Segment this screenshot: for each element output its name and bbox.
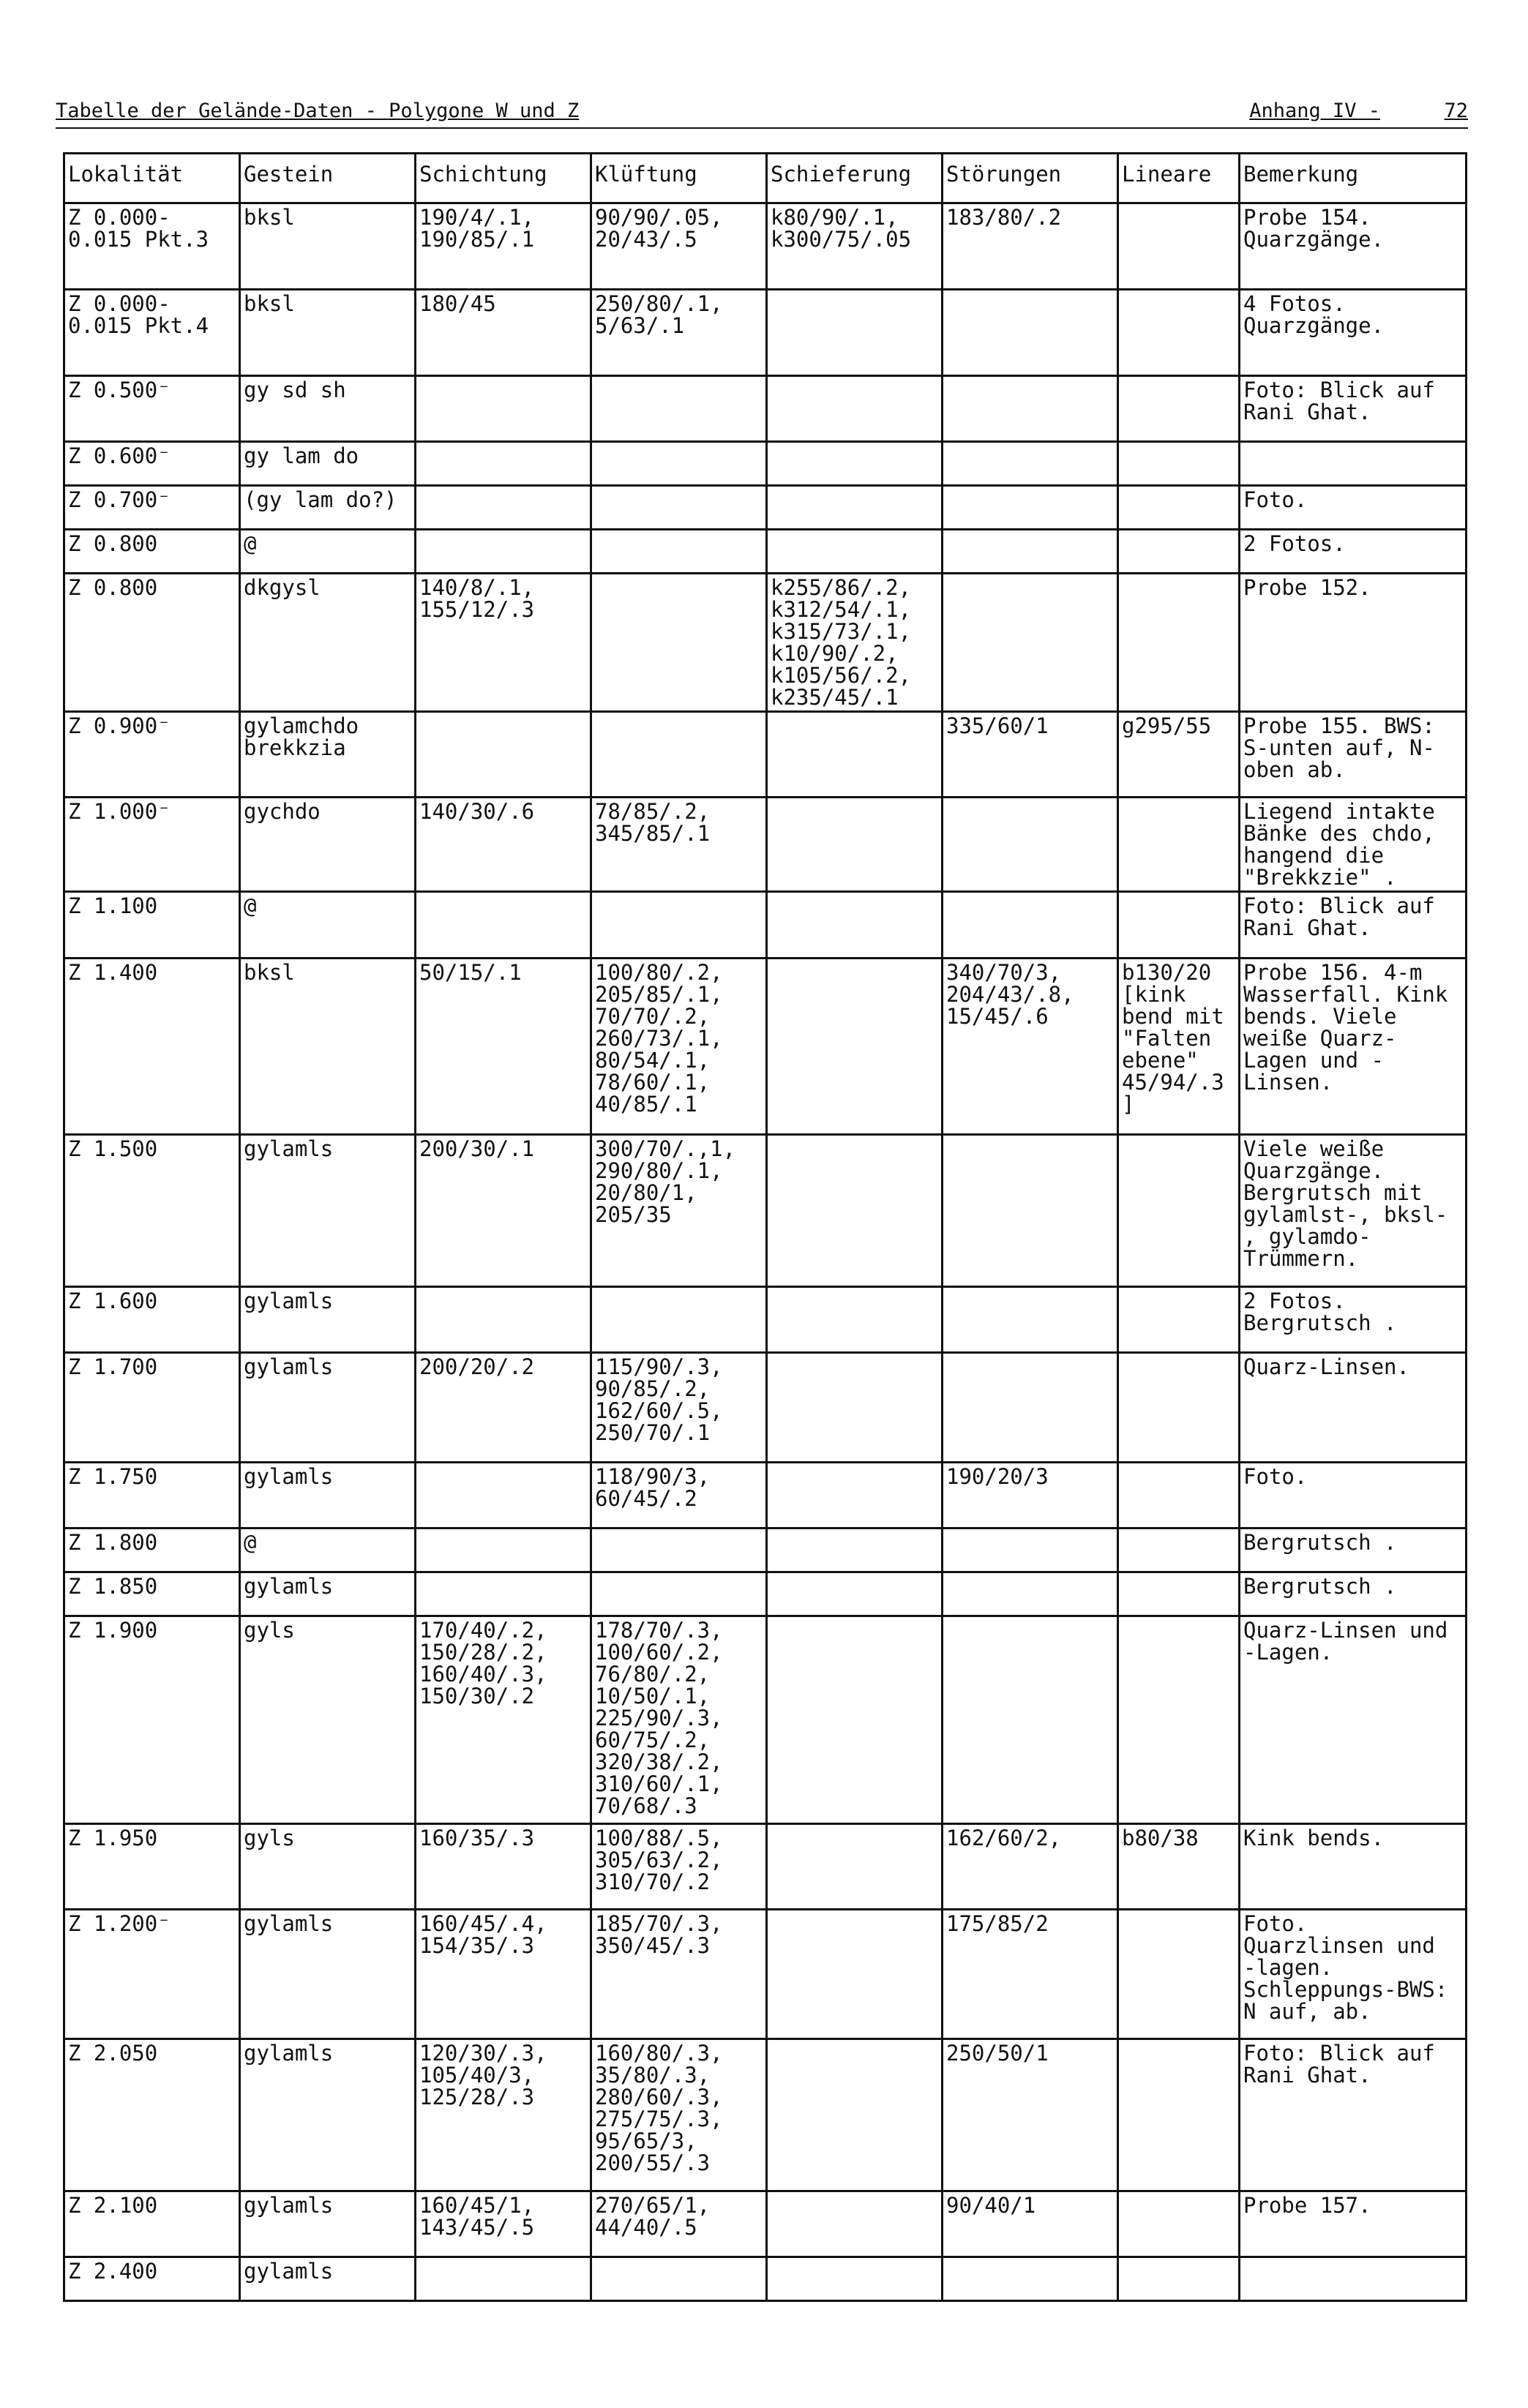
cell-gestein: gylamls xyxy=(240,2257,416,2301)
cell-klueftung xyxy=(591,2257,767,2301)
cell-klueftung xyxy=(591,892,767,959)
cell-lokalitaet: Z 1.400 xyxy=(64,959,240,1135)
cell-schieferung xyxy=(767,1529,943,1572)
cell-schichtung xyxy=(416,1572,591,1616)
cell-schieferung xyxy=(767,959,943,1135)
cell-klueftung xyxy=(591,376,767,442)
cell-lineare xyxy=(1118,1463,1240,1529)
cell-stoerungen xyxy=(943,290,1118,376)
cell-schichtung: 50/15/.1 xyxy=(416,959,591,1135)
cell-schieferung xyxy=(767,2191,943,2257)
cell-lokalitaet: Z 0.800 xyxy=(64,574,240,712)
cell-lineare xyxy=(1118,2191,1240,2257)
cell-schieferung xyxy=(767,530,943,574)
table-body xyxy=(64,203,1467,2301)
cell-schichtung xyxy=(416,442,591,486)
cell-lineare xyxy=(1118,376,1240,442)
table-row xyxy=(64,486,1467,530)
cell-lokalitaet: Z 1.850 xyxy=(64,1572,240,1616)
cell-klueftung xyxy=(591,574,767,712)
cell-lineare xyxy=(1118,1572,1240,1616)
cell-lokalitaet: Z 1.600 xyxy=(64,1287,240,1353)
cell-bemerkung: Foto: Blick auf Rani Ghat. xyxy=(1240,376,1467,442)
cell-schichtung: 120/30/.3, 105/40/3, 125/28/.3 xyxy=(416,2039,591,2191)
cell-schichtung: 200/20/.2 xyxy=(416,1353,591,1463)
cell-bemerkung: Liegend intakte Bänke des chdo, hangend die "Brekkzie" . xyxy=(1240,798,1467,892)
cell-schichtung xyxy=(416,1287,591,1353)
cell-bemerkung: Quarz-Linsen. xyxy=(1240,1353,1467,1463)
cell-lokalitaet: Z 0.900⁻ xyxy=(64,712,240,798)
cell-bemerkung: 4 Fotos. Quarzgänge. xyxy=(1240,290,1467,376)
cell-klueftung: 90/90/.05, 20/43/.5 xyxy=(591,203,767,290)
cell-bemerkung: Foto: Blick auf Rani Ghat. xyxy=(1240,892,1467,959)
cell-klueftung: 185/70/.3, 350/45/.3 xyxy=(591,1910,767,2039)
cell-gestein: gyls xyxy=(240,1616,416,1824)
cell-schichtung: 180/45 xyxy=(416,290,591,376)
table-row xyxy=(64,712,1467,798)
cell-lokalitaet: Z 2.100 xyxy=(64,2191,240,2257)
cell-stoerungen xyxy=(943,1135,1118,1287)
cell-lokalitaet: Z 1.100 xyxy=(64,892,240,959)
column-header-klueftung: Klüftung xyxy=(591,154,767,203)
cell-schieferung xyxy=(767,376,943,442)
cell-schieferung xyxy=(767,1824,943,1910)
cell-lineare: b130/20 [kink bend mit "Falten ebene" 45/94/.3 ] xyxy=(1118,959,1240,1135)
cell-klueftung xyxy=(591,442,767,486)
cell-stoerungen: 162/60/2, xyxy=(943,1824,1118,1910)
table-row xyxy=(64,1287,1467,1353)
table-row xyxy=(64,1910,1467,2039)
cell-schieferung xyxy=(767,1572,943,1616)
table-row xyxy=(64,574,1467,712)
cell-schieferung: k255/86/.2, k312/54/.1, k315/73/.1, k10/90/.2, k105/56/.2, k235/45/.1 xyxy=(767,574,943,712)
cell-gestein: gylamls xyxy=(240,1572,416,1616)
cell-stoerungen: 183/80/.2 xyxy=(943,203,1118,290)
column-header-gestein: Gestein xyxy=(240,154,416,203)
cell-bemerkung xyxy=(1240,2257,1467,2301)
cell-lineare xyxy=(1118,1135,1240,1287)
cell-schieferung: k80/90/.1, k300/75/.05 xyxy=(767,203,943,290)
table-row xyxy=(64,959,1467,1135)
cell-schichtung xyxy=(416,2257,591,2301)
cell-stoerungen: 175/85/2 xyxy=(943,1910,1118,2039)
cell-klueftung xyxy=(591,712,767,798)
table-row xyxy=(64,1135,1467,1287)
cell-schieferung xyxy=(767,1910,943,2039)
cell-lokalitaet: Z 0.500⁻ xyxy=(64,376,240,442)
cell-stoerungen xyxy=(943,530,1118,574)
table-row xyxy=(64,798,1467,892)
cell-stoerungen xyxy=(943,1353,1118,1463)
cell-lokalitaet: Z 0.000- 0.015 Pkt.3 xyxy=(64,203,240,290)
cell-gestein: gylamls xyxy=(240,1910,416,2039)
table-row xyxy=(64,376,1467,442)
table-row xyxy=(64,290,1467,376)
cell-klueftung: 178/70/.3, 100/60/.2, 76/80/.2, 10/50/.1, 225/90/.3, 60/75/.2, 320/38/.2, 310/60/.1, 70/68/.3 xyxy=(591,1616,767,1824)
cell-schichtung: 200/30/.1 xyxy=(416,1135,591,1287)
cell-klueftung: 100/88/.5, 305/63/.2, 310/70/.2 xyxy=(591,1824,767,1910)
cell-stoerungen xyxy=(943,2257,1118,2301)
column-header-bemerkung: Bemerkung xyxy=(1240,154,1467,203)
cell-gestein: gyls xyxy=(240,1824,416,1910)
cell-gestein: gylamls xyxy=(240,1287,416,1353)
cell-schieferung xyxy=(767,2039,943,2191)
cell-gestein: @ xyxy=(240,892,416,959)
column-header-schieferung: Schieferung xyxy=(767,154,943,203)
cell-lineare xyxy=(1118,1616,1240,1824)
cell-bemerkung: 2 Fotos. xyxy=(1240,530,1467,574)
cell-stoerungen xyxy=(943,892,1118,959)
page-title: Tabelle der Gelände-Daten - Polygone W und Z xyxy=(56,100,580,122)
cell-gestein: bksl xyxy=(240,290,416,376)
cell-schichtung: 160/35/.3 xyxy=(416,1824,591,1910)
cell-schichtung: 160/45/1, 143/45/.5 xyxy=(416,2191,591,2257)
cell-gestein: gylamls xyxy=(240,1463,416,1529)
cell-lineare xyxy=(1118,486,1240,530)
column-header-schichtung: Schichtung xyxy=(416,154,591,203)
cell-lokalitaet: Z 1.750 xyxy=(64,1463,240,1529)
column-header-lineare: Lineare xyxy=(1118,154,1240,203)
cell-bemerkung: Viele weiße Quarzgänge. Bergrutsch mit gylamlst-, bksl- , gylamdo- Trümmern. xyxy=(1240,1135,1467,1287)
cell-schichtung: 140/8/.1, 155/12/.3 xyxy=(416,574,591,712)
page-header xyxy=(56,97,1468,129)
cell-bemerkung: Kink bends. xyxy=(1240,1824,1467,1910)
cell-lineare xyxy=(1118,2039,1240,2191)
cell-klueftung: 78/85/.2, 345/85/.1 xyxy=(591,798,767,892)
cell-klueftung: 160/80/.3, 35/80/.3, 280/60/.3, 275/75/.3, 95/65/3, 200/55/.3 xyxy=(591,2039,767,2191)
cell-schieferung xyxy=(767,1135,943,1287)
cell-gestein: gylamls xyxy=(240,2039,416,2191)
cell-lineare xyxy=(1118,290,1240,376)
cell-bemerkung: Probe 155. BWS: S-unten auf, N- oben ab. xyxy=(1240,712,1467,798)
cell-bemerkung: 2 Fotos. Bergrutsch . xyxy=(1240,1287,1467,1353)
cell-schieferung xyxy=(767,892,943,959)
cell-stoerungen: 335/60/1 xyxy=(943,712,1118,798)
cell-gestein: gylamls xyxy=(240,1353,416,1463)
cell-stoerungen: 340/70/3, 204/43/.8, 15/45/.6 xyxy=(943,959,1118,1135)
cell-klueftung: 300/70/.,1, 290/80/.1, 20/80/1, 205/35 xyxy=(591,1135,767,1287)
cell-lokalitaet: Z 1.950 xyxy=(64,1824,240,1910)
cell-lineare: b80/38 xyxy=(1118,1824,1240,1910)
cell-stoerungen: 90/40/1 xyxy=(943,2191,1118,2257)
table-row xyxy=(64,530,1467,574)
cell-gestein: gylamls xyxy=(240,1135,416,1287)
cell-stoerungen xyxy=(943,1616,1118,1824)
field-data-table xyxy=(63,152,1467,2302)
cell-gestein: gy sd sh xyxy=(240,376,416,442)
cell-klueftung: 115/90/.3, 90/85/.2, 162/60/.5, 250/70/.1 xyxy=(591,1353,767,1463)
column-header-lokalitaet: Lokalität xyxy=(64,154,240,203)
table-row xyxy=(64,1529,1467,1572)
cell-klueftung: 118/90/3, 60/45/.2 xyxy=(591,1463,767,1529)
cell-stoerungen: 250/50/1 xyxy=(943,2039,1118,2191)
cell-lokalitaet: Z 1.800 xyxy=(64,1529,240,1572)
cell-klueftung: 100/80/.2, 205/85/.1, 70/70/.2, 260/73/.1, 80/54/.1, 78/60/.1, 40/85/.1 xyxy=(591,959,767,1135)
cell-lineare: g295/55 xyxy=(1118,712,1240,798)
cell-schichtung xyxy=(416,530,591,574)
cell-schieferung xyxy=(767,1353,943,1463)
cell-bemerkung: Quarz-Linsen und -Lagen. xyxy=(1240,1616,1467,1824)
cell-schieferung xyxy=(767,1616,943,1824)
cell-klueftung xyxy=(591,1572,767,1616)
cell-stoerungen xyxy=(943,574,1118,712)
cell-schichtung xyxy=(416,1529,591,1572)
table-header-row xyxy=(64,154,1467,203)
cell-schieferung xyxy=(767,2257,943,2301)
table-row xyxy=(64,1616,1467,1824)
cell-klueftung: 250/80/.1, 5/63/.1 xyxy=(591,290,767,376)
cell-schichtung: 170/40/.2, 150/28/.2, 160/40/.3, 150/30/.2 xyxy=(416,1616,591,1824)
cell-schichtung: 140/30/.6 xyxy=(416,798,591,892)
cell-klueftung xyxy=(591,486,767,530)
cell-schieferung xyxy=(767,712,943,798)
cell-lokalitaet: Z 1.900 xyxy=(64,1616,240,1824)
cell-bemerkung: Foto. xyxy=(1240,1463,1467,1529)
cell-bemerkung: Foto: Blick auf Rani Ghat. xyxy=(1240,2039,1467,2191)
cell-stoerungen: 190/20/3 xyxy=(943,1463,1118,1529)
cell-stoerungen xyxy=(943,486,1118,530)
cell-gestein: gylamchdo brekkzia xyxy=(240,712,416,798)
table-row xyxy=(64,892,1467,959)
cell-lokalitaet: Z 1.700 xyxy=(64,1353,240,1463)
cell-lokalitaet: Z 0.600⁻ xyxy=(64,442,240,486)
cell-lokalitaet: Z 0.700⁻ xyxy=(64,486,240,530)
cell-schieferung xyxy=(767,290,943,376)
cell-lokalitaet: Z 1.000⁻ xyxy=(64,798,240,892)
cell-gestein: gy lam do xyxy=(240,442,416,486)
cell-stoerungen xyxy=(943,1287,1118,1353)
cell-lineare xyxy=(1118,442,1240,486)
cell-lineare xyxy=(1118,798,1240,892)
page-number: 72 xyxy=(1444,100,1468,122)
table-row xyxy=(64,1824,1467,1910)
table-row xyxy=(64,2191,1467,2257)
cell-gestein: @ xyxy=(240,1529,416,1572)
cell-schieferung xyxy=(767,486,943,530)
cell-bemerkung: Probe 152. xyxy=(1240,574,1467,712)
cell-gestein: gylamls xyxy=(240,2191,416,2257)
cell-bemerkung: Foto. xyxy=(1240,486,1467,530)
cell-lokalitaet: Z 1.200⁻ xyxy=(64,1910,240,2039)
cell-lineare xyxy=(1118,203,1240,290)
cell-lokalitaet: Z 2.400 xyxy=(64,2257,240,2301)
table-row xyxy=(64,1572,1467,1616)
cell-schichtung: 190/4/.1, 190/85/.1 xyxy=(416,203,591,290)
cell-gestein: (gy lam do?) xyxy=(240,486,416,530)
cell-bemerkung: Bergrutsch . xyxy=(1240,1572,1467,1616)
cell-lineare xyxy=(1118,892,1240,959)
column-header-stoerungen: Störungen xyxy=(943,154,1118,203)
cell-schichtung xyxy=(416,712,591,798)
cell-schieferung xyxy=(767,1287,943,1353)
cell-lineare xyxy=(1118,2257,1240,2301)
table-row xyxy=(64,203,1467,290)
cell-lineare xyxy=(1118,1353,1240,1463)
cell-bemerkung: Probe 154. Quarzgänge. xyxy=(1240,203,1467,290)
cell-stoerungen xyxy=(943,442,1118,486)
cell-schichtung xyxy=(416,376,591,442)
cell-schieferung xyxy=(767,1463,943,1529)
cell-klueftung xyxy=(591,1287,767,1353)
cell-schieferung xyxy=(767,798,943,892)
cell-gestein: gychdo xyxy=(240,798,416,892)
cell-gestein: @ xyxy=(240,530,416,574)
cell-gestein: bksl xyxy=(240,959,416,1135)
cell-stoerungen xyxy=(943,1572,1118,1616)
cell-lineare xyxy=(1118,1529,1240,1572)
cell-bemerkung: Probe 156. 4-m Wasserfall. Kink bends. Viele weiße Quarz- Lagen und - Linsen. xyxy=(1240,959,1467,1135)
cell-gestein: dkgysl xyxy=(240,574,416,712)
cell-schichtung xyxy=(416,486,591,530)
cell-bemerkung xyxy=(1240,442,1467,486)
appendix-label: Anhang IV - xyxy=(1249,100,1380,122)
cell-lokalitaet: Z 0.000- 0.015 Pkt.4 xyxy=(64,290,240,376)
cell-lineare xyxy=(1118,1910,1240,2039)
cell-klueftung xyxy=(591,530,767,574)
cell-lineare xyxy=(1118,1287,1240,1353)
cell-lokalitaet: Z 2.050 xyxy=(64,2039,240,2191)
cell-lokalitaet: Z 0.800 xyxy=(64,530,240,574)
table-row xyxy=(64,1463,1467,1529)
cell-stoerungen xyxy=(943,1529,1118,1572)
table-row xyxy=(64,2257,1467,2301)
table-row xyxy=(64,1353,1467,1463)
cell-schichtung xyxy=(416,1463,591,1529)
table-row xyxy=(64,2039,1467,2191)
cell-lokalitaet: Z 1.500 xyxy=(64,1135,240,1287)
cell-klueftung: 270/65/1, 44/40/.5 xyxy=(591,2191,767,2257)
cell-lineare xyxy=(1118,574,1240,712)
cell-stoerungen xyxy=(943,376,1118,442)
cell-schichtung: 160/45/.4, 154/35/.3 xyxy=(416,1910,591,2039)
cell-bemerkung: Bergrutsch . xyxy=(1240,1529,1467,1572)
cell-gestein: bksl xyxy=(240,203,416,290)
cell-lineare xyxy=(1118,530,1240,574)
cell-schieferung xyxy=(767,442,943,486)
cell-stoerungen xyxy=(943,798,1118,892)
cell-klueftung xyxy=(591,1529,767,1572)
cell-bemerkung: Probe 157. xyxy=(1240,2191,1467,2257)
cell-bemerkung: Foto. Quarzlinsen und -lagen. Schleppungs-BWS: N auf, ab. xyxy=(1240,1910,1467,2039)
table-row xyxy=(64,442,1467,486)
cell-schichtung xyxy=(416,892,591,959)
